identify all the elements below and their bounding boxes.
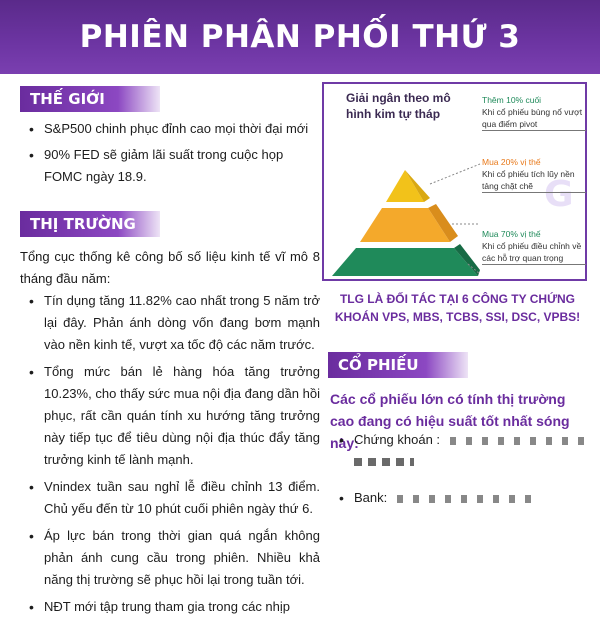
world-news-list (20, 118, 316, 192)
list-item: • Tín dụng tăng 11.82% cao nhất trong 5 năm trở lại đây. Phản ánh dòng vốn đang bơm mạnh vào nền kinh tế, vượt xa tốc độ các năm trước. (20, 290, 320, 356)
list-item: • Áp lực bán trong thời gian quá ngắn không phản ánh cung cầu trong phiên. Nhiều khả năng thị trường sẽ phục hồi lại trong tuần tới. (20, 525, 320, 591)
section-label-stock: CỔ PHIẾU (328, 352, 468, 378)
watermark-logo: G (544, 174, 574, 215)
list-item: • 90% FED sẽ giảm lãi suất trong cuộc họp FOMC ngày 18.9. (20, 144, 316, 188)
market-intro: Tổng cục thống kê công bố số liệu kinh tế vĩ mô 8 tháng đầu năm: (20, 249, 320, 286)
list-item (330, 488, 590, 508)
stock-category-label: Chứng khoán : (354, 432, 441, 447)
pyramid-level-label: Thêm 10% cuối (482, 95, 542, 105)
pyramid-title: Giải ngân theo mô hình kim tự tháp (346, 91, 451, 121)
list-item: • Tổng mức bán lẻ hàng hóa tăng trưởng 10.23%, cho thấy sức mua nội địa đang dần hồi phục, rất cần quán tính xu hướng tăng trưởng này tiếp tục để tiêu dùng nội địa thúc đẩy tăng trưởng kinh tế lành mạnh. (20, 361, 320, 471)
pyramid-note-bottom (482, 228, 586, 265)
stock-lead: Các cổ phiếu lớn có tính thị trường cao đang có hiệu suất tốt nhất sóng này: (330, 391, 570, 451)
pyramid-note-middle (482, 156, 586, 193)
pyramid-infographic (322, 82, 587, 281)
stock-category-label: Bank: (354, 490, 388, 505)
pyramid-tier-bottom (332, 248, 478, 276)
partner-statement: TLG LÀ ĐỐI TÁC TẠI 6 CÔNG TY CHỨNG KHOÁN VPS, MBS, TCBS, SSI, DSC, VPBS! (334, 292, 581, 324)
list-item (330, 430, 590, 466)
redacted-text (354, 458, 414, 466)
page-title: PHIÊN PHÂN PHỐI THỨ 3 (79, 19, 521, 55)
pyramid-level-label: Mua 70% vị thế (482, 229, 541, 239)
pyramid-level-desc: Khi cổ phiếu bùng nổ vượt qua điểm pivot (482, 106, 586, 131)
list-item: • S&P500 chinh phục đỉnh cao mọi thời đại mới (20, 118, 316, 140)
redacted-text (397, 495, 537, 503)
list-item: • Vnindex tuần sau nghỉ lễ điều chỉnh 13 điểm. Chủ yếu đến từ 10 phút cuối phiên ngày thứ 6. (20, 476, 320, 520)
section-label-market: THỊ TRƯỜNG (20, 211, 160, 237)
page-header (0, 0, 600, 74)
list-item: • NĐT mới tập trung tham gia trong các nhịp (20, 596, 320, 618)
pyramid-level-desc: Khi cổ phiếu điều chỉnh về các hỗ trợ quan trọng (482, 240, 586, 265)
pyramid-graphic (330, 124, 480, 279)
pyramid-level-desc: Khi cổ phiếu tích lũy nền tảng chặt chẽ (482, 168, 586, 193)
section-label-world: THẾ GIỚI (20, 86, 160, 112)
redacted-text (450, 437, 590, 445)
pyramid-level-label: Mua 20% vị thế (482, 157, 541, 167)
pyramid-note-top (482, 94, 586, 131)
stock-list (330, 430, 590, 530)
market-news-list (20, 290, 320, 623)
